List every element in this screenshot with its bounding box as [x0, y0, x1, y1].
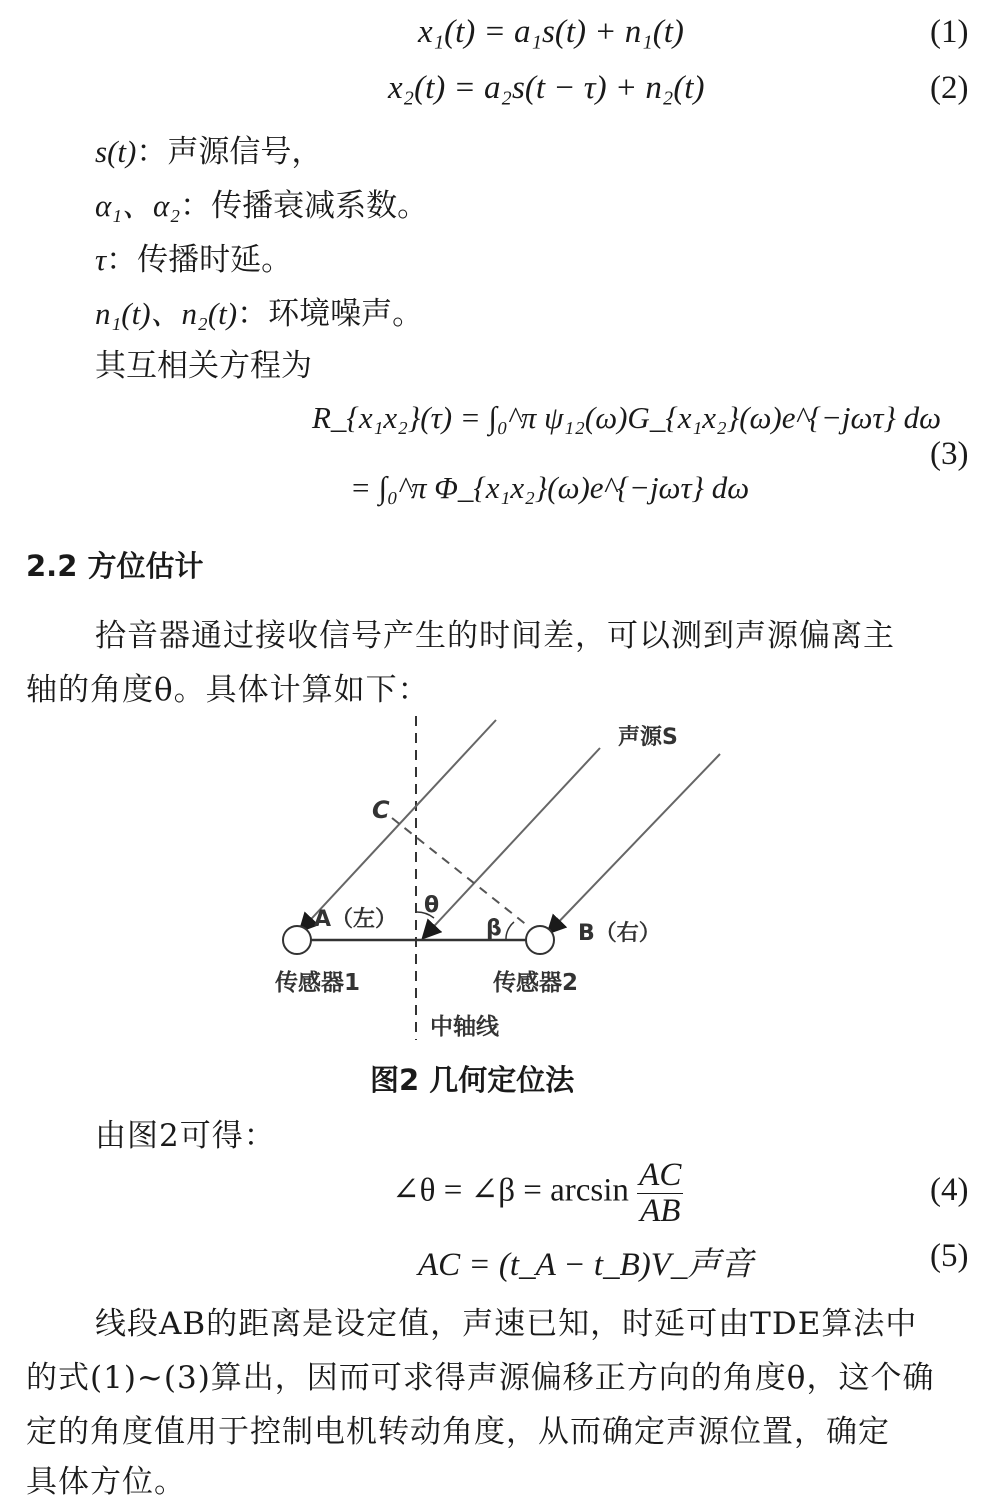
equation-4-numerator: AC	[639, 1157, 682, 1193]
section-heading: 2.2 方位估计	[26, 549, 204, 583]
dashed-line-C-B	[392, 818, 528, 926]
definition-signal-symbol: s(t)	[95, 134, 137, 169]
equation-1-number: (1)	[930, 14, 969, 50]
paragraph-2-line-1: 线段AB的距离是设定值，声速已知，时延可由TDE算法中	[95, 1306, 918, 1342]
equation-3-line-2: = ∫₀^π Φ_{x₁x₂}(ω)e^{−jωτ} dω	[350, 470, 750, 505]
paragraph-2-line-3: 定的角度值用于控制电机转动角度，从而确定声源位置，确定	[26, 1414, 890, 1450]
equation-3-number: (3)	[930, 436, 969, 472]
definition-noise-symbol: n₁(t)、n₂(t)	[95, 296, 238, 331]
definition-delay-text: ：传播时延。	[106, 242, 293, 278]
label-B: B（右）	[578, 921, 661, 946]
label-beta: β	[486, 916, 502, 941]
from-figure-text: 由图2可得：	[95, 1118, 276, 1154]
equation-5-number: (5)	[930, 1238, 969, 1274]
ray-to-B	[549, 754, 720, 932]
equation-2-text: x₂(t) = a₂s(t − τ) + n₂(t)	[388, 70, 705, 106]
equation-4-left: ∠θ = ∠β = arcsin	[392, 1172, 629, 1209]
paragraph-1-line-1: 拾音器通过接收信号产生的时间差，可以测到声源偏离主	[95, 618, 895, 654]
paragraph-1-line-2: 轴的角度θ。具体计算如下：	[26, 672, 430, 708]
paragraph-2-line-2: 的式(1)~(3)算出，因而可求得声源偏移正方向的角度θ，这个确	[26, 1360, 935, 1396]
label-center-axis: 中轴线	[430, 1014, 499, 1040]
sensor-1-circle	[283, 926, 311, 954]
cross-correlation-intro: 其互相关方程为	[95, 348, 312, 384]
paragraph-2-line-4: 具体方位。	[26, 1464, 186, 1500]
equation-3-line-1: R_{x₁x₂}(τ) = ∫₀^π ψ₁₂(ω)G_{x₁x₂}(ω)e^{−jωτ} dω	[312, 400, 942, 435]
equation-4-denominator: AB	[640, 1192, 681, 1229]
beta-arc	[506, 922, 514, 940]
label-C: C	[372, 796, 390, 824]
label-theta: θ	[424, 893, 440, 918]
label-sensor-2: 传感器2	[493, 970, 579, 996]
equation-4-number: (4)	[930, 1172, 969, 1208]
equation-2-number: (2)	[930, 70, 969, 106]
sensor-2-circle	[526, 926, 554, 954]
definition-attenuation-text: ：传播衰减系数。	[180, 188, 429, 224]
definition-signal-text: ：声源信号，	[136, 134, 323, 170]
ray-to-center	[424, 748, 600, 937]
definition-delay-symbol: τ	[95, 242, 107, 277]
figure-caption: 图2 几何定位法	[370, 1063, 575, 1097]
label-source: 声源S	[618, 725, 678, 750]
ray-to-A	[301, 720, 496, 930]
label-A: A（左）	[314, 907, 398, 932]
definition-noise-text: ：环境噪声。	[237, 296, 424, 332]
label-sensor-1: 传感器1	[275, 970, 361, 996]
equation-5: AC = (t_A − t_B)V_声音	[418, 1247, 754, 1283]
definition-attenuation-symbol: α₁、α₂	[95, 188, 181, 223]
equation-1-text: x₁(t) = a₁s(t) + n₁(t)	[418, 14, 684, 50]
equation-4-fraction	[637, 1158, 683, 1228]
equation-4	[392, 1158, 683, 1228]
